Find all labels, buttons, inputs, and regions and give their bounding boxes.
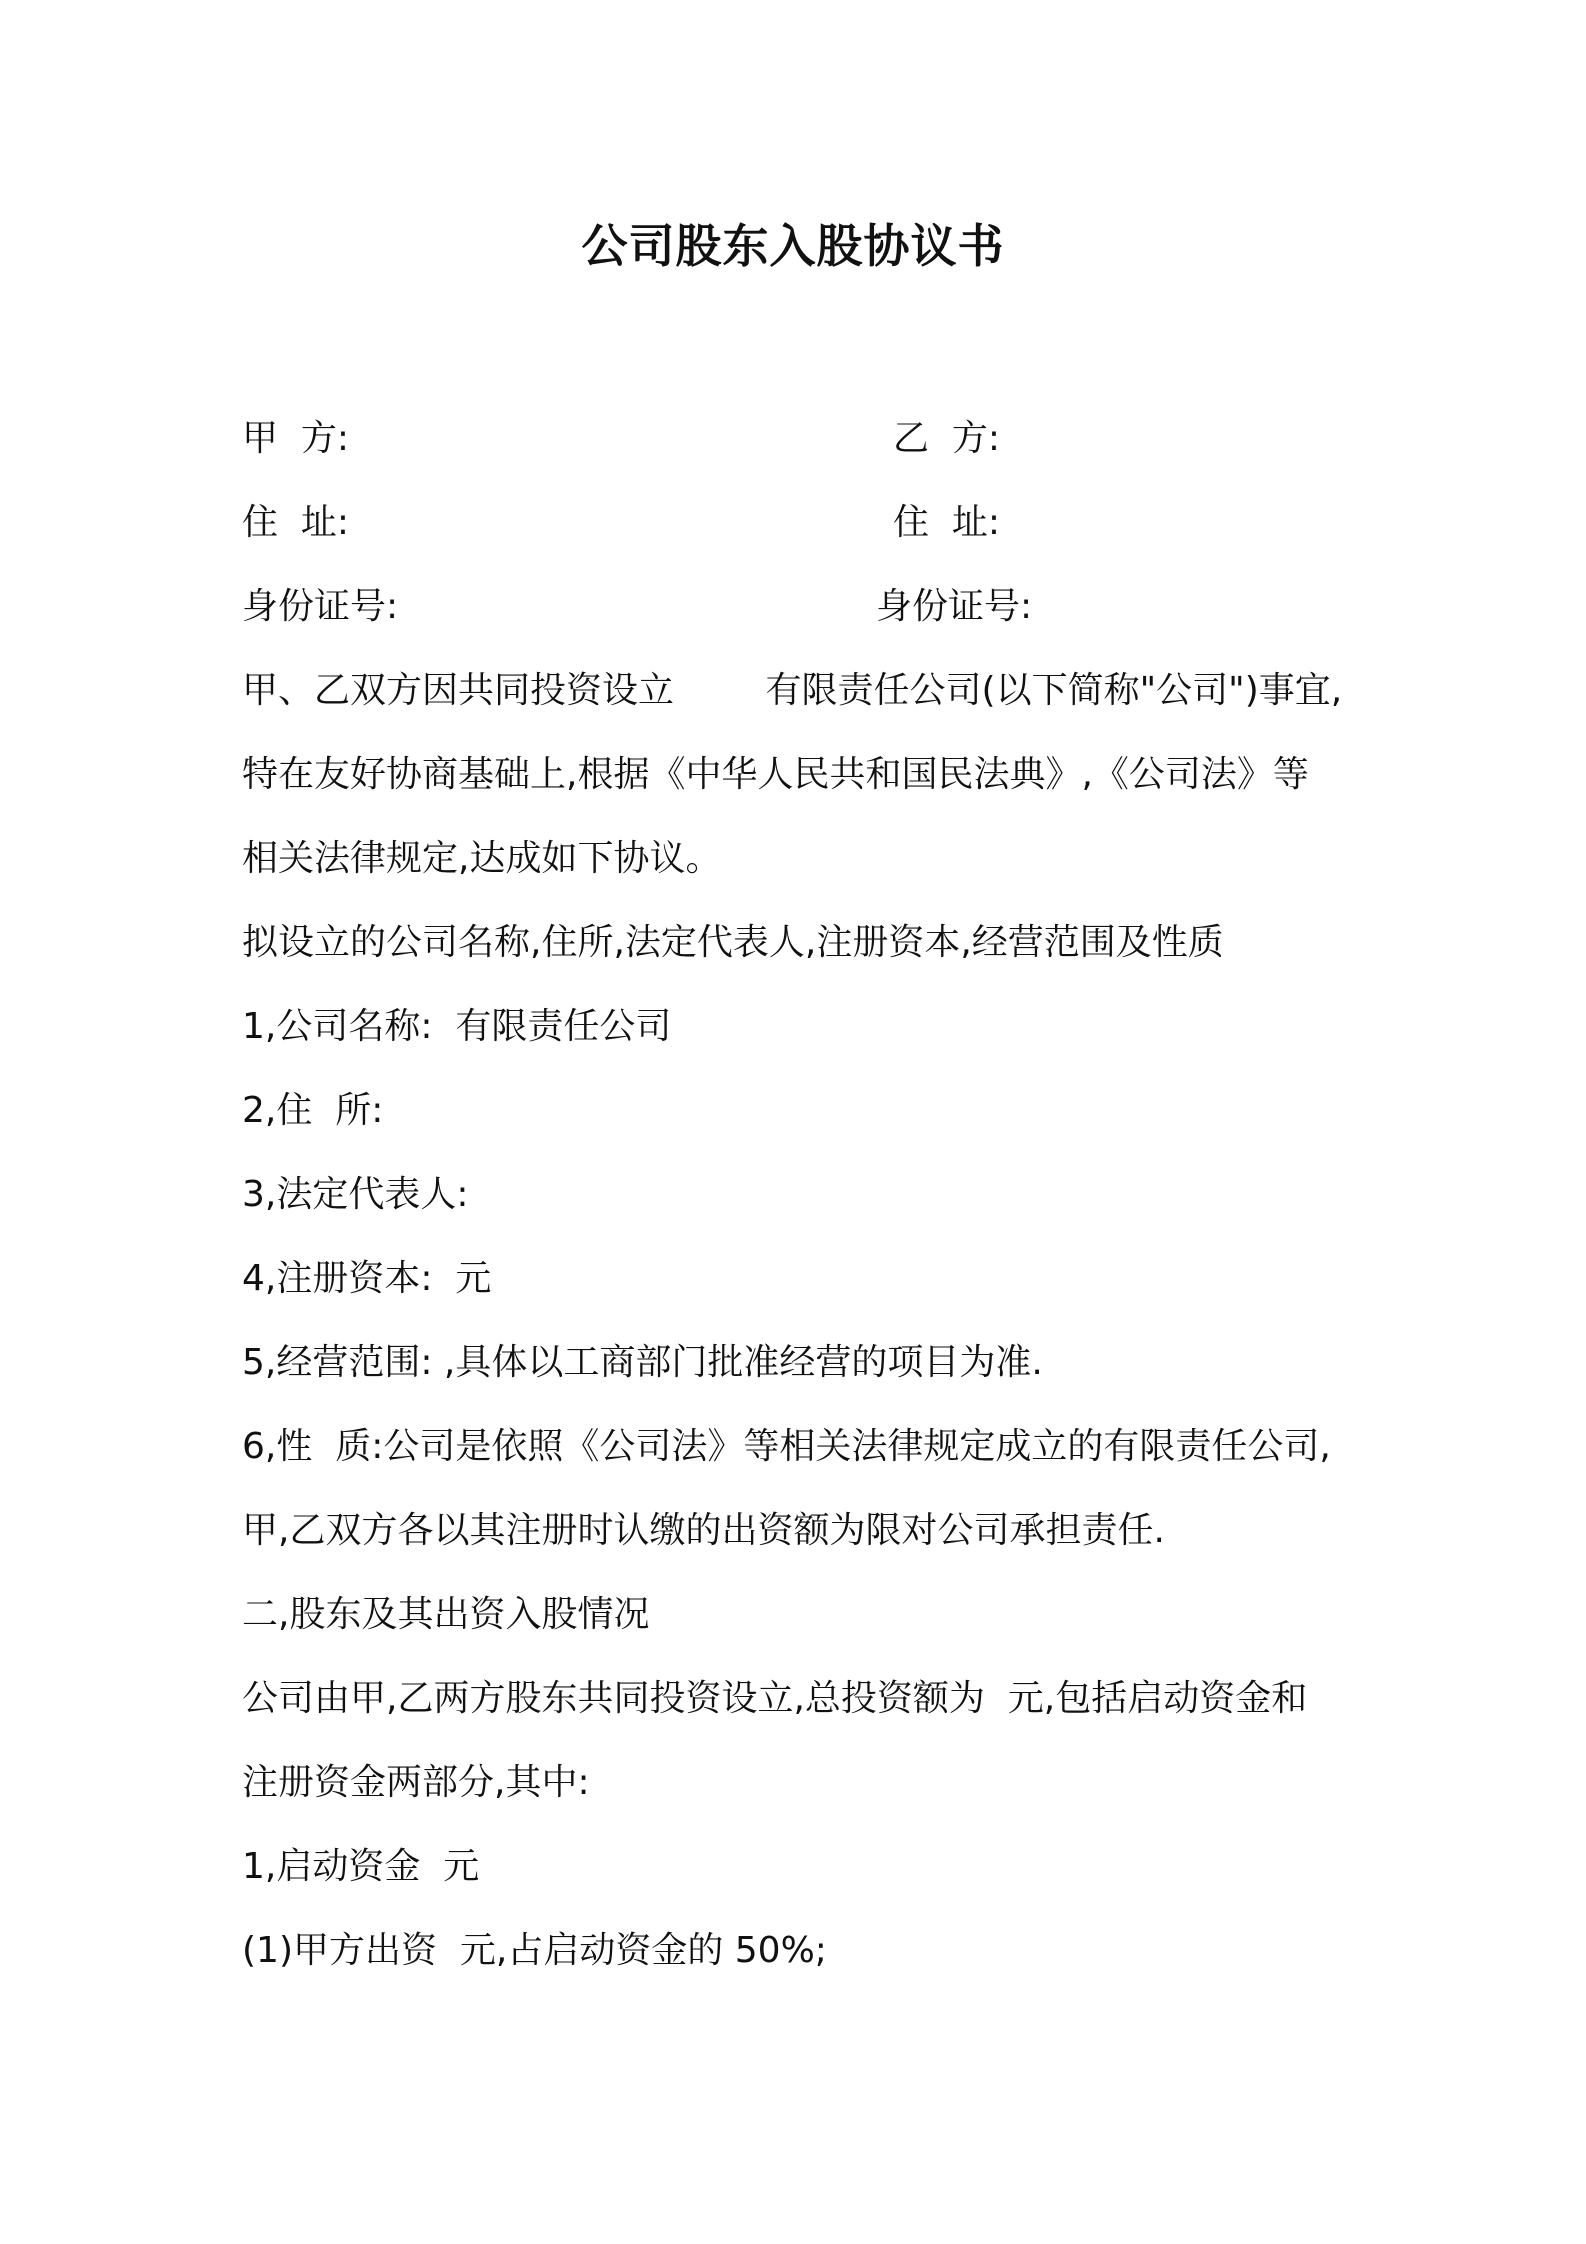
section-heading-company-info: 拟设立的公司名称,住所,法定代表人,注册资本,经营范围及性质 <box>242 922 1224 963</box>
document-title: 公司股东入股协议书 <box>581 219 1005 273</box>
clause-business-scope: 5,经营范围: ,具体以工商部门批准经营的项目为准. <box>242 1342 1043 1383</box>
clause-startup-funds: 1,启动资金 元 <box>242 1846 480 1887</box>
paragraph-line: 甲,乙双方各以其注册时认缴的出资额为限对公司承担责任. <box>242 1510 1165 1551</box>
clause-address: 2,住 所: <box>242 1090 384 1131</box>
clause-legal-representative: 3,法定代表人: <box>242 1174 469 1215</box>
section-heading-shareholders: 二,股东及其出资入股情况 <box>242 1594 650 1635</box>
id-b-label: 身份证号: <box>876 586 1033 627</box>
address-b-label: 住 址: <box>893 502 1001 543</box>
paragraph-line: 公司由甲,乙两方股东共同投资设立,总投资额为 元,包括启动资金和 <box>242 1678 1308 1719</box>
paragraph-line: 甲、乙双方因共同投资设立 有限责任公司(以下简称"公司")事宜, <box>242 670 1343 711</box>
id-a-label: 身份证号: <box>242 586 399 627</box>
paragraph-line: 注册资金两部分,其中: <box>242 1762 590 1803</box>
clause-registered-capital: 4,注册资本: 元 <box>242 1258 492 1299</box>
address-a-label: 住 址: <box>242 502 350 543</box>
party-b-label: 乙 方: <box>893 418 1001 459</box>
paragraph-line: 相关法律规定,达成如下协议。 <box>242 838 722 879</box>
clause-company-name: 1,公司名称: 有限责任公司 <box>242 1006 672 1047</box>
clause-nature: 6,性 质:公司是依照《公司法》等相关法律规定成立的有限责任公司, <box>242 1426 1331 1467</box>
paragraph-line: 特在友好协商基础上,根据《中华人民共和国民法典》,《公司法》等 <box>242 754 1309 795</box>
party-a-label: 甲 方: <box>242 418 350 459</box>
clause-party-a-contribution: (1)甲方出资 元,占启动资金的 50%; <box>242 1930 827 1971</box>
